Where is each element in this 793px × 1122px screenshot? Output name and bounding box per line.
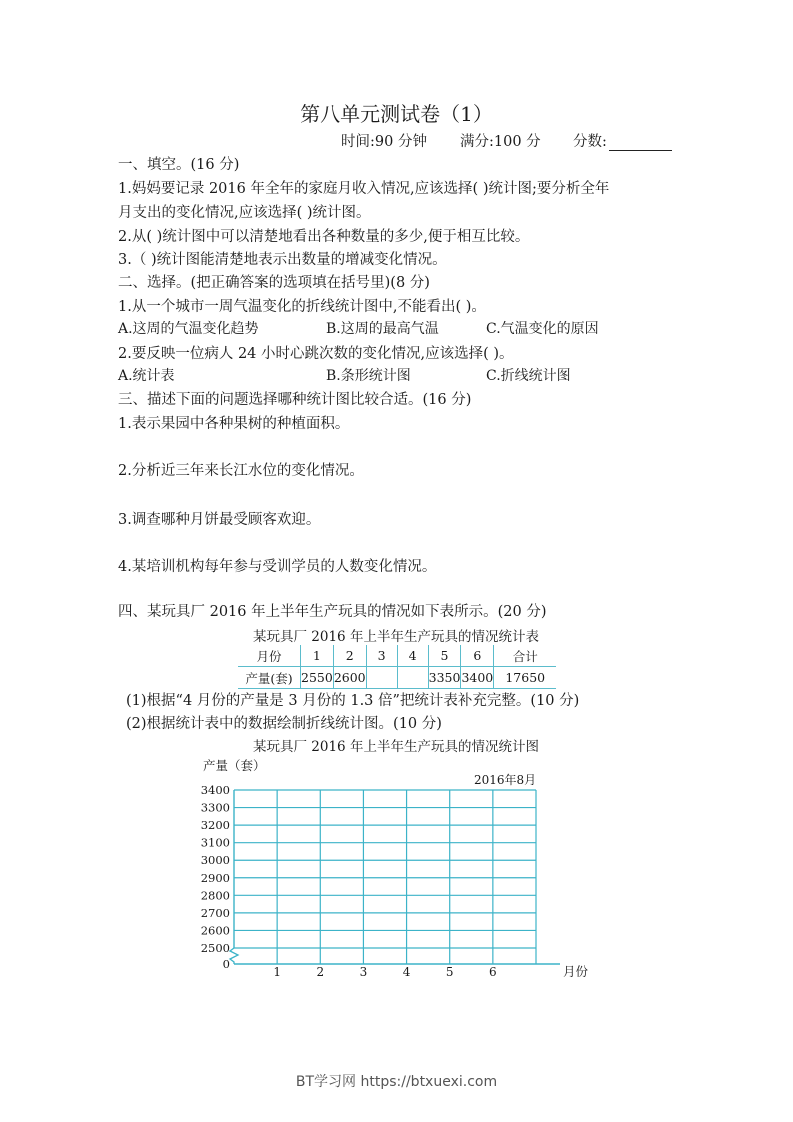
table-title: 某玩具厂 2016 年上半年生产玩具的情况统计表 [253, 629, 539, 645]
s2-q1-option-c: C.气温变化的原因 [486, 321, 599, 337]
y-tick-label: 2900 [200, 870, 230, 885]
x-tick-label: 3 [359, 965, 368, 979]
y-tick-label: 2700 [200, 905, 230, 920]
section3-heading: 三、描述下面的问题选择哪种统计图比较合适。(16 分) [118, 392, 472, 408]
production-table [238, 645, 556, 689]
s2-q2-option-a: A.统计表 [118, 368, 175, 384]
table-cell-blank [366, 667, 397, 689]
table-cell-blank [397, 667, 428, 689]
x-tick-label: 1 [273, 965, 281, 979]
s1-q1-line1: 1.妈妈要记录 2016 年全年的家庭月收入情况,应该选择( )统计图;要分析全年 [118, 181, 610, 197]
time-limit: 时间:90 分钟 [341, 134, 427, 150]
s3-item-3: 3.调查哪种月饼最受顾客欢迎。 [118, 512, 321, 528]
y-tick-label: 3000 [200, 853, 230, 868]
s3-item-4: 4.某培训机构每年参与受训学员的人数变化情况。 [118, 559, 437, 575]
chart-title: 某玩具厂 2016 年上半年生产玩具的情况统计图 [253, 739, 539, 755]
section1-heading: 一、填空。(16 分) [118, 157, 240, 173]
table-cell: 3350 [428, 667, 461, 689]
page-title: 第八单元测试卷（1） [300, 102, 493, 126]
y-tick-label: 3400 [200, 783, 230, 797]
y-tick-label: 2800 [200, 888, 230, 903]
x-tick-label: 2 [316, 965, 325, 979]
y-tick-label: 3200 [200, 818, 230, 833]
table-header-cell: 4 [397, 645, 428, 667]
s1-q1-line2: 月支出的变化情况,应该选择( )统计图。 [118, 205, 371, 221]
table-header-cell: 合计 [494, 645, 557, 667]
s2-q2: 2.要反映一位病人 24 小时心跳次数的变化情况,应该选择( )。 [118, 346, 514, 362]
x-tick-label: 6 [489, 965, 497, 979]
x-tick-label: 4 [402, 965, 411, 979]
y-tick-label: 2600 [200, 923, 230, 938]
y-axis-break-mark [230, 948, 238, 964]
table-cell: 产量(套) [238, 667, 301, 689]
table-cell: 2550 [301, 667, 334, 689]
y-tick-label: 2500 [200, 941, 230, 955]
s1-q3: 3.（ )统计图能清楚地表示出数量的增减变化情况。 [118, 252, 447, 268]
table-header-cell: 月份 [238, 645, 301, 667]
s4-q2: (2)根据统计表中的数据绘制折线统计图。(10 分) [126, 716, 442, 732]
s1-q2: 2.从( )统计图中可以清楚地看出各种数量的多少,便于相互比较。 [118, 229, 530, 245]
s3-item-2: 2.分析近三年来长江水位的变化情况。 [118, 463, 364, 479]
s2-q2-option-b: B.条形统计图 [326, 368, 411, 384]
y-tick-label: 3100 [200, 835, 230, 850]
s4-q1: (1)根据“4 月份的产量是 3 月份的 1.3 倍”把统计表补充完整。(10 分) [126, 693, 580, 709]
y-tick-label: 0 [222, 957, 230, 971]
score-label: 分数: [573, 134, 607, 150]
s2-q1-option-a: A.这周的气温变化趋势 [118, 321, 259, 337]
table-cell: 17650 [494, 667, 557, 689]
table-header-cell: 2 [333, 645, 366, 667]
footer-watermark: BT学习网 https://btxuexi.com [295, 1074, 498, 1090]
section2-heading: 二、选择。(把正确答案的选项填在括号里)(8 分) [118, 275, 430, 291]
full-score: 满分:100 分 [460, 134, 541, 150]
s2-q1: 1.从一个城市一周气温变化的折线统计图中,不能看出( )。 [118, 299, 486, 315]
s2-q1-option-b: B.这周的最高气温 [326, 321, 439, 337]
table-header-cell: 5 [428, 645, 461, 667]
chart-date-note: 2016年8月 [474, 773, 537, 787]
table-header-cell: 1 [301, 645, 334, 667]
s2-q2-option-c: C.折线统计图 [486, 368, 571, 384]
section4-heading: 四、某玩具厂 2016 年上半年生产玩具的情况如下表所示。(20 分) [118, 604, 547, 620]
x-axis-title: 月份 [563, 964, 589, 979]
score-field [573, 130, 672, 151]
table-cell: 2600 [333, 667, 366, 689]
table-cell: 3400 [461, 667, 494, 689]
table-header-cell: 3 [366, 645, 397, 667]
s3-item-1: 1.表示果园中各种果树的种植面积。 [118, 416, 350, 432]
y-axis-title: 产量（套） [203, 758, 266, 773]
table-data-row [238, 667, 556, 689]
x-tick-label: 5 [445, 965, 454, 979]
table-header-row [238, 645, 556, 667]
score-blank [609, 136, 672, 151]
table-header-cell: 6 [461, 645, 494, 667]
y-tick-label: 3300 [200, 800, 230, 815]
